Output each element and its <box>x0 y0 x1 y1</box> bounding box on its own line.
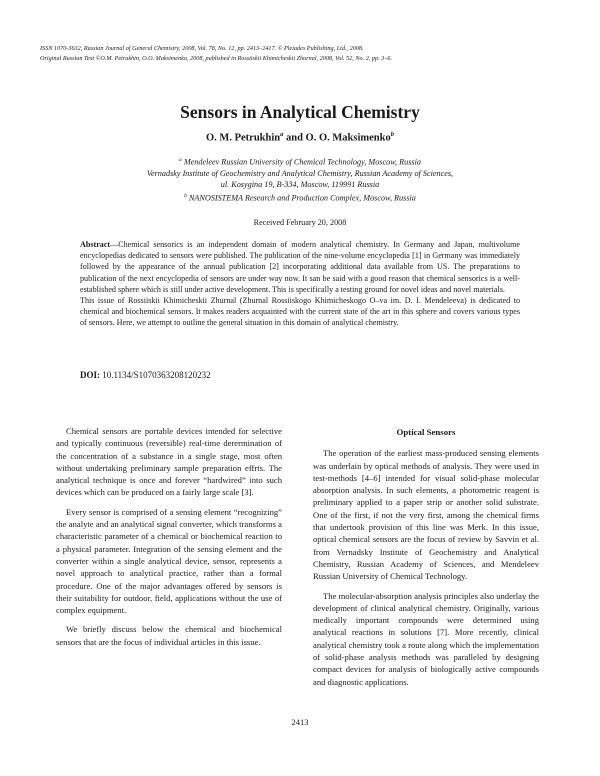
received-date: Received February 20, 2008 <box>253 218 347 227</box>
journal-header <box>40 44 560 64</box>
abstract-dash: — <box>110 240 119 249</box>
left-column <box>56 425 282 655</box>
body-paragraph: We briefly discuss below the chemical and biochemical sensors that are the focus of individual articles in this issue. <box>56 624 282 647</box>
authors-and: and <box>283 132 306 144</box>
body-paragraph: Chemical sensors are portable devices intended for selective and typically continuous (reversible) real-time derermination of the concentration of a substance in a single stage, most often without undertaking preliminary sample preparation effrts. The analytical technique is once and forever “hardwired” into such devices which can be produced on a fairly large scale [3]. <box>56 426 282 498</box>
abstract <box>80 239 520 329</box>
author-2: O. O. Maksimenko <box>305 132 391 144</box>
affiliation-b-line-1: NANOSISTEMA Research and Production Complex, Moscow, Russia <box>186 193 416 203</box>
authors <box>0 131 600 144</box>
abstract-paragraph-2: This issue of Rossiiskii Khimicheskii Zhurnal (Zhurnal Rossiiskogo Khimicheskogo O–va im. D. I. Mendeleeva) is dedicated to chemical and biochemical sensors. It makes readers acquainted with the current state of the art in this sphere and covers various types of sensors. Here, we attempt to outline the general situation in this domain of analytical chemistry. <box>80 296 520 328</box>
header-line-1: ISSN 1070-3632, Russian Journal of General Chemistry, 2008, Vol. 78, No. 12, pp. 2413–2417. © Pleiades Publishing, Ltd., 2008. <box>40 45 364 52</box>
author-2-mark: b <box>390 131 394 138</box>
affiliation-b-mark: b <box>184 192 187 199</box>
header-line-2: Original Russian Text ©O.M. Petrukhin, O.O. Maksimenko, 2008, published in Rossiiskii Khimicheskii Zhurnal, 2008, Vol. 52, No. 2, pp. 3–6. <box>40 55 392 62</box>
affiliation-a-line-1: Mendeleev Russian University of Chemical Technology, Moscow, Russia <box>181 157 421 167</box>
author-1-mark: a <box>280 131 284 138</box>
affiliations <box>60 155 540 204</box>
abstract-paragraph-1: Chemical sensorics is an independent domain of modern analytical chemistry. In Germany and Japan, multivolume encyclopedias dedicated to sensors were published. The publication of the nine-volume encyclopedia [1] in Germany was immediately followed by the appearance of the annual publication [2] incorporating additional data available from US. The preparations to publication of the next encyclopedia of sensors are under way now. It san be said with a good reason that chemical sensorics is a well-established sphere which is still under active development. This is specifically a testing ground for novel ideas and novel materials. <box>80 240 520 294</box>
affiliation-a-line-3: ul. Kosygina 19, B-334, Moscow, 119991 Russia <box>220 180 380 190</box>
body-paragraph: Every sensor is comprised of a sensing element “recognizing” the analyte and an analytical signal converter, which transforms a characteristic parameter of a chemical or biochemical reaction to a physical parameter. Integration of the sensing element and the converter within a single analytical device, sensor, represents a novel approach to analytical practice, rather than a formal procedure. One of the major advantages offered by sensors is their suitability for outdoor, field, applications without the use of complex equipment. <box>56 506 282 616</box>
affiliation-a-mark: a <box>179 157 182 163</box>
doi-label: DOI: <box>80 370 100 380</box>
doi <box>80 370 520 380</box>
affiliation-a-line-2: Vernadsky Institute of Geochemistry and Analytical Chemistry, Russian Academy of Sciences, <box>146 169 454 179</box>
doi-link[interactable]: 10.1134/S1070363208120232 <box>100 370 211 380</box>
right-column <box>313 426 539 695</box>
section-heading-optical-sensors: Optical Sensors <box>396 427 456 437</box>
article-title: Sensors in Analytical Chemistry <box>180 102 420 122</box>
abstract-label: Abstract <box>80 240 111 249</box>
author-1: O. M. Petrukhin <box>206 132 281 144</box>
body-paragraph: The operation of the earliest mass-produced sensing elements was underlain by optical methods of analysis. They were used in test-methods [4–6] intended for visual solid-phase molecular absorption analysis. In such elements, a photometric reagent is preliminary applied to a paper strip or another solid substrate. One of the first, if not the very first, among the chemical firms that undertook provision of this line was Merk. In this issue, optical chemical sensors are the focus of review by Savvin et al. from Vernadsky Institute of Geochemistry and Analytical Chemistry, Russian Academy of Sciences, and Mendeleev Russian University of Chemical Technology. <box>313 448 539 582</box>
page-number: 2413 <box>291 717 309 727</box>
body-paragraph: The molecular-absorption analysis principles also underlay the development of clinical analytical chemistry. Originally, various medically important compounds were determined using analytical reactions in solutions [7]. More recently, clinical analytical chemistry took a route along which the implementation of solid-phase analysis methods was paralleled by designing compact devices for analysis of biologically active compounds and diagnostic applications. <box>313 590 539 687</box>
